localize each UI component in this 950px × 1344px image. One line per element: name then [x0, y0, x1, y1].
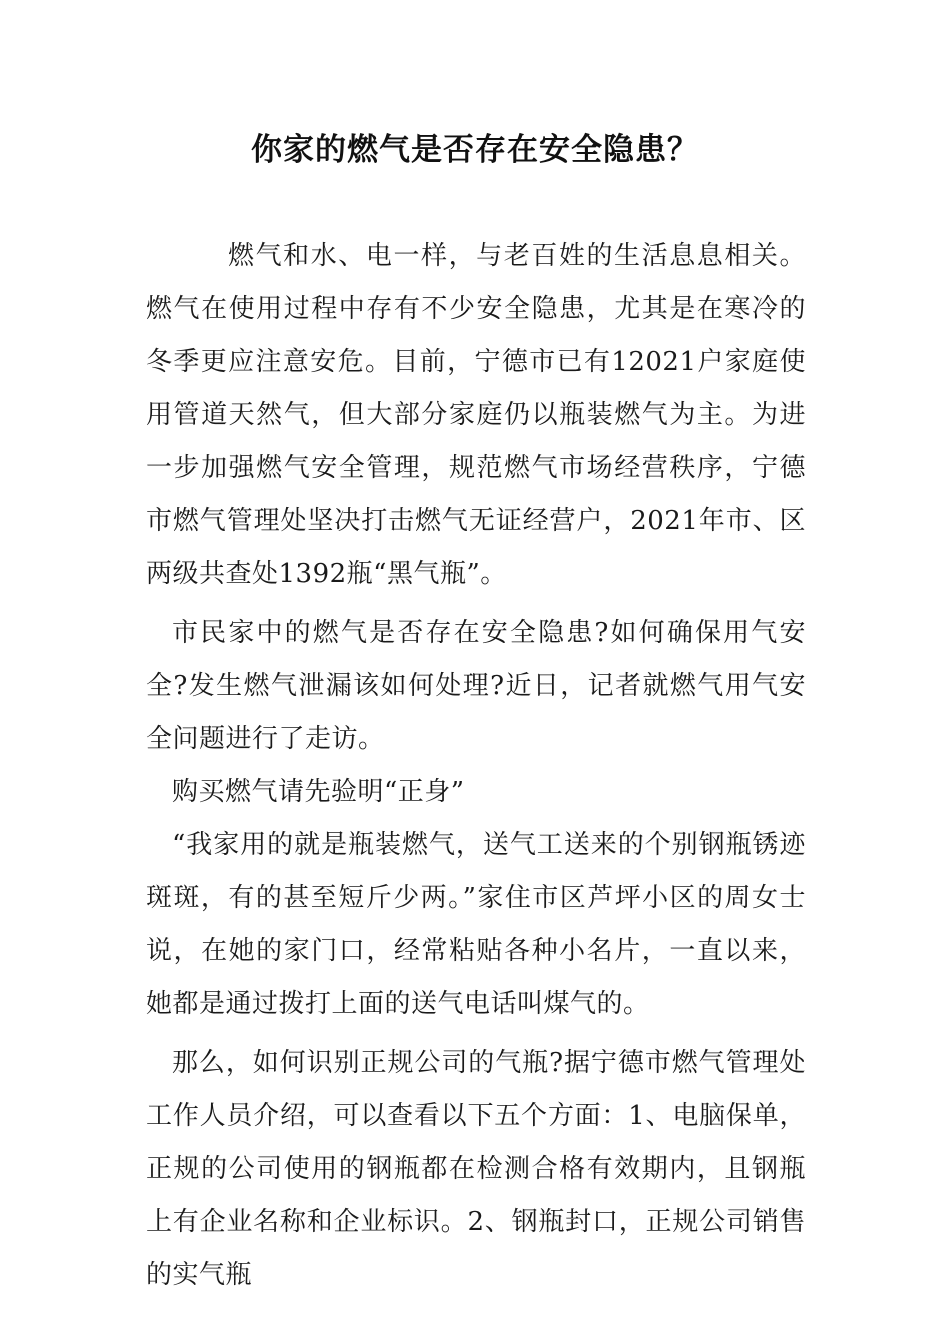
section-heading: 购买燃气请先验明“正身” [172, 777, 465, 807]
paragraph-identify: 那么，如何识别正规公司的气瓶?据宁德市燃气管理处工作人员介绍，可以查看以下五个方面：1、电脑保单，正规的公司使用的钢瓶都在检测合格有效期内，且钢瓶上有企业名称和企业标识。2、钢瓶封口，正规公司销售的实气瓶 [146, 1048, 806, 1290]
paragraph-quote: “我家用的就是瓶装燃气，送气工送来的个别钢瓶锈迹斑斑，有的甚至短斤少两。”家住市区芦坪小区的周女士说，在她的家门口，经常粘贴各种小名片，一直以来，她都是通过拨打上面的送气电话叫煤气的。 [146, 830, 806, 1019]
paragraph-intro: 燃气和水、电一样，与老百姓的生活息息相关。燃气在使用过程中存有不少安全隐患，尤其是在寒冷的冬季更应注意安危。目前，宁德市已有12021户家庭使用管道天然气，但大部分家庭仍以瓶装燃气为主。为进一步加强燃气安全管理，规范燃气市场经营秩序，宁德市燃气管理处坚决打击燃气无证经营户，2021年市、区两级共查处1392瓶“黑气瓶”。 [146, 241, 806, 589]
paragraph-questions: 市民家中的燃气是否存在安全隐患?如何确保用气安全?发生燃气泄漏该如何处理?近日，记者就燃气用气安全问题进行了走访。 [146, 618, 806, 754]
document-body [146, 230, 806, 1302]
document-title: 你家的燃气是否存在安全隐患？ [251, 132, 699, 168]
